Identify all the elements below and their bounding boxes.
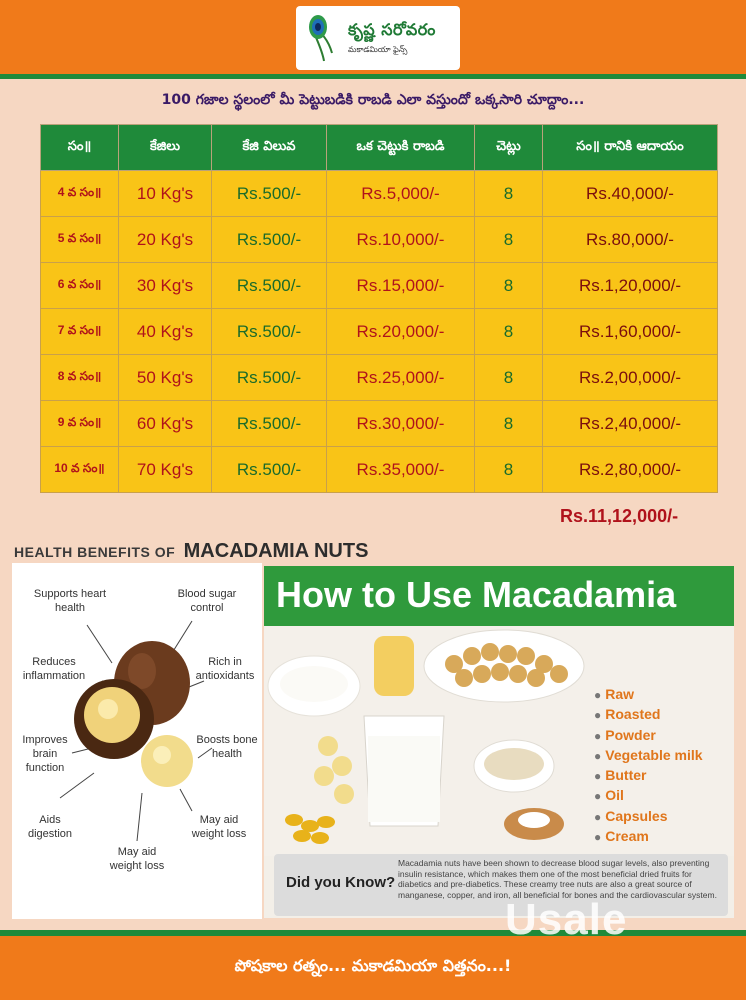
how-to-use-header	[264, 566, 734, 626]
did-you-know-box	[274, 854, 728, 916]
column-header: కేజిలు	[119, 125, 212, 171]
column-header: ఒక చెట్టుకి రాబడి	[327, 125, 475, 171]
uses-list	[594, 684, 703, 846]
how-to-use-panel	[264, 566, 734, 918]
peacock-feather-icon	[306, 13, 342, 63]
benefit-brain: Improves brain function	[22, 734, 68, 774]
benefit-blood-sugar: Blood sugar control	[177, 588, 237, 614]
table-cell: 8	[475, 447, 543, 493]
table-cell: 9 వ సం॥	[41, 401, 119, 447]
table-cell: Rs.5,000/-	[327, 171, 475, 217]
column-header: చెట్లు	[475, 125, 543, 171]
table-row	[41, 309, 718, 355]
table-cell: Rs.35,000/-	[327, 447, 475, 493]
table-cell: Rs.500/-	[212, 355, 327, 401]
table-cell: Rs.40,000/-	[543, 171, 718, 217]
table-cell: Rs.500/-	[212, 309, 327, 355]
table-cell: 4 వ సం॥	[41, 171, 119, 217]
benefit-weight-loss-right: May aid weight loss	[191, 814, 247, 840]
health-benefits-title	[14, 540, 368, 563]
table-cell: 10 Kg's	[119, 171, 212, 217]
table-cell: 8	[475, 263, 543, 309]
table-cell: Rs.500/-	[212, 447, 327, 493]
benefit-bone-health: Boosts bone health	[196, 734, 258, 760]
table-cell: Rs.2,40,000/-	[543, 401, 718, 447]
table-row	[41, 217, 718, 263]
table-cell: 8	[475, 355, 543, 401]
table-cell: Rs.10,000/-	[327, 217, 475, 263]
table-cell: 30 Kg's	[119, 263, 212, 309]
how-to-use-title: How to Use Macadamia	[276, 574, 677, 615]
table-cell: Rs.500/-	[212, 263, 327, 309]
table-cell: Rs.1,60,000/-	[543, 309, 718, 355]
table-cell: 10 వ సం॥	[41, 447, 119, 493]
did-you-know-text: Macadamia nuts have been shown to decrease blood sugar levels, also preventing insulin resistance, which makes them one of the most beneficial dried fruits for diabetics and pre-diabetics. These creamy tree nuts are also a great source of manganese, copper, and iron, all beneficial for bones and the cardiovascular system.	[398, 858, 717, 900]
table-cell: Rs.500/-	[212, 401, 327, 447]
table-cell: Rs.2,80,000/-	[543, 447, 718, 493]
table-cell: 50 Kg's	[119, 355, 212, 401]
table-cell: 60 Kg's	[119, 401, 212, 447]
list-item: ● Roasted	[594, 706, 661, 723]
table-cell: Rs.30,000/-	[327, 401, 475, 447]
benefit-inflammation: Reduces inflammation	[22, 656, 86, 682]
table-cell: Rs.2,00,000/-	[543, 355, 718, 401]
table-row	[41, 447, 718, 493]
logo-subtitle: మకాడమియా ఫైన్స్	[348, 45, 408, 54]
table-cell: 6 వ సం॥	[41, 263, 119, 309]
watermark: Usale	[505, 895, 628, 944]
benefit-antioxidants: Rich in antioxidants	[195, 656, 255, 682]
table-row	[41, 355, 718, 401]
table-cell: Rs.500/-	[212, 217, 327, 263]
benefit-weight-loss-bottom: May aid weight loss	[109, 846, 165, 872]
benefit-heart-health: Supports heart health	[33, 588, 107, 614]
benefits-panel	[12, 563, 262, 919]
logo-title: కృష్ణ సరోవరం	[348, 20, 436, 39]
table-cell: 8	[475, 171, 543, 217]
header-stripe	[0, 74, 746, 79]
table-cell: Rs.500/-	[212, 171, 327, 217]
column-header: సం॥ రానికి ఆదాయం	[543, 125, 718, 171]
health-title-big: MACADAMIA NUTS	[183, 540, 369, 562]
table-row	[41, 401, 718, 447]
table-cell: 20 Kg's	[119, 217, 212, 263]
health-title-small: HEALTH BENEFITS OF	[14, 544, 176, 560]
table-row	[41, 263, 718, 309]
did-you-know-label: Did you Know?	[286, 874, 396, 891]
list-item: ● Capsules	[594, 807, 668, 824]
table-cell: 70 Kg's	[119, 447, 212, 493]
footer-slogan: పోషకాల రత్నం... మకాడమియా విత్తనం...!	[234, 956, 512, 975]
table-cell: Rs.25,000/-	[327, 355, 475, 401]
table-cell: Rs.15,000/-	[327, 263, 475, 309]
table-cell: 8 వ సం॥	[41, 355, 119, 401]
table-cell: 7 వ సం॥	[41, 309, 119, 355]
list-item: ● Oil	[594, 787, 624, 804]
table-row	[41, 171, 718, 217]
table-cell: 8	[475, 217, 543, 263]
list-item: ● Powder	[594, 726, 656, 743]
tagline: 100 గజాల స్థలంలో మీ పెట్టుబడికి రాబడి ఎలా వస్తుందో ఒక్కసారి చూద్దాం...	[161, 92, 585, 108]
list-item: ● Raw	[594, 686, 635, 702]
benefit-digestion: Aids digestion	[27, 814, 73, 840]
list-item: ● Cream	[594, 828, 649, 845]
total-income: Rs.11,12,000/-	[560, 506, 679, 526]
list-item: ● Vegetable milk	[594, 746, 703, 763]
table-cell: Rs.20,000/-	[327, 309, 475, 355]
logo	[296, 6, 460, 70]
table-cell: 8	[475, 401, 543, 447]
table-header-row	[41, 125, 718, 171]
column-header: కేజి విలువ	[212, 125, 327, 171]
table-cell: 8	[475, 309, 543, 355]
table-cell: 40 Kg's	[119, 309, 212, 355]
income-table	[40, 124, 718, 493]
column-header: సం॥	[41, 125, 119, 171]
table-cell: Rs.1,20,000/-	[543, 263, 718, 309]
table-cell: 5 వ సం॥	[41, 217, 119, 263]
list-item: ● Butter	[594, 767, 647, 784]
table-cell: Rs.80,000/-	[543, 217, 718, 263]
